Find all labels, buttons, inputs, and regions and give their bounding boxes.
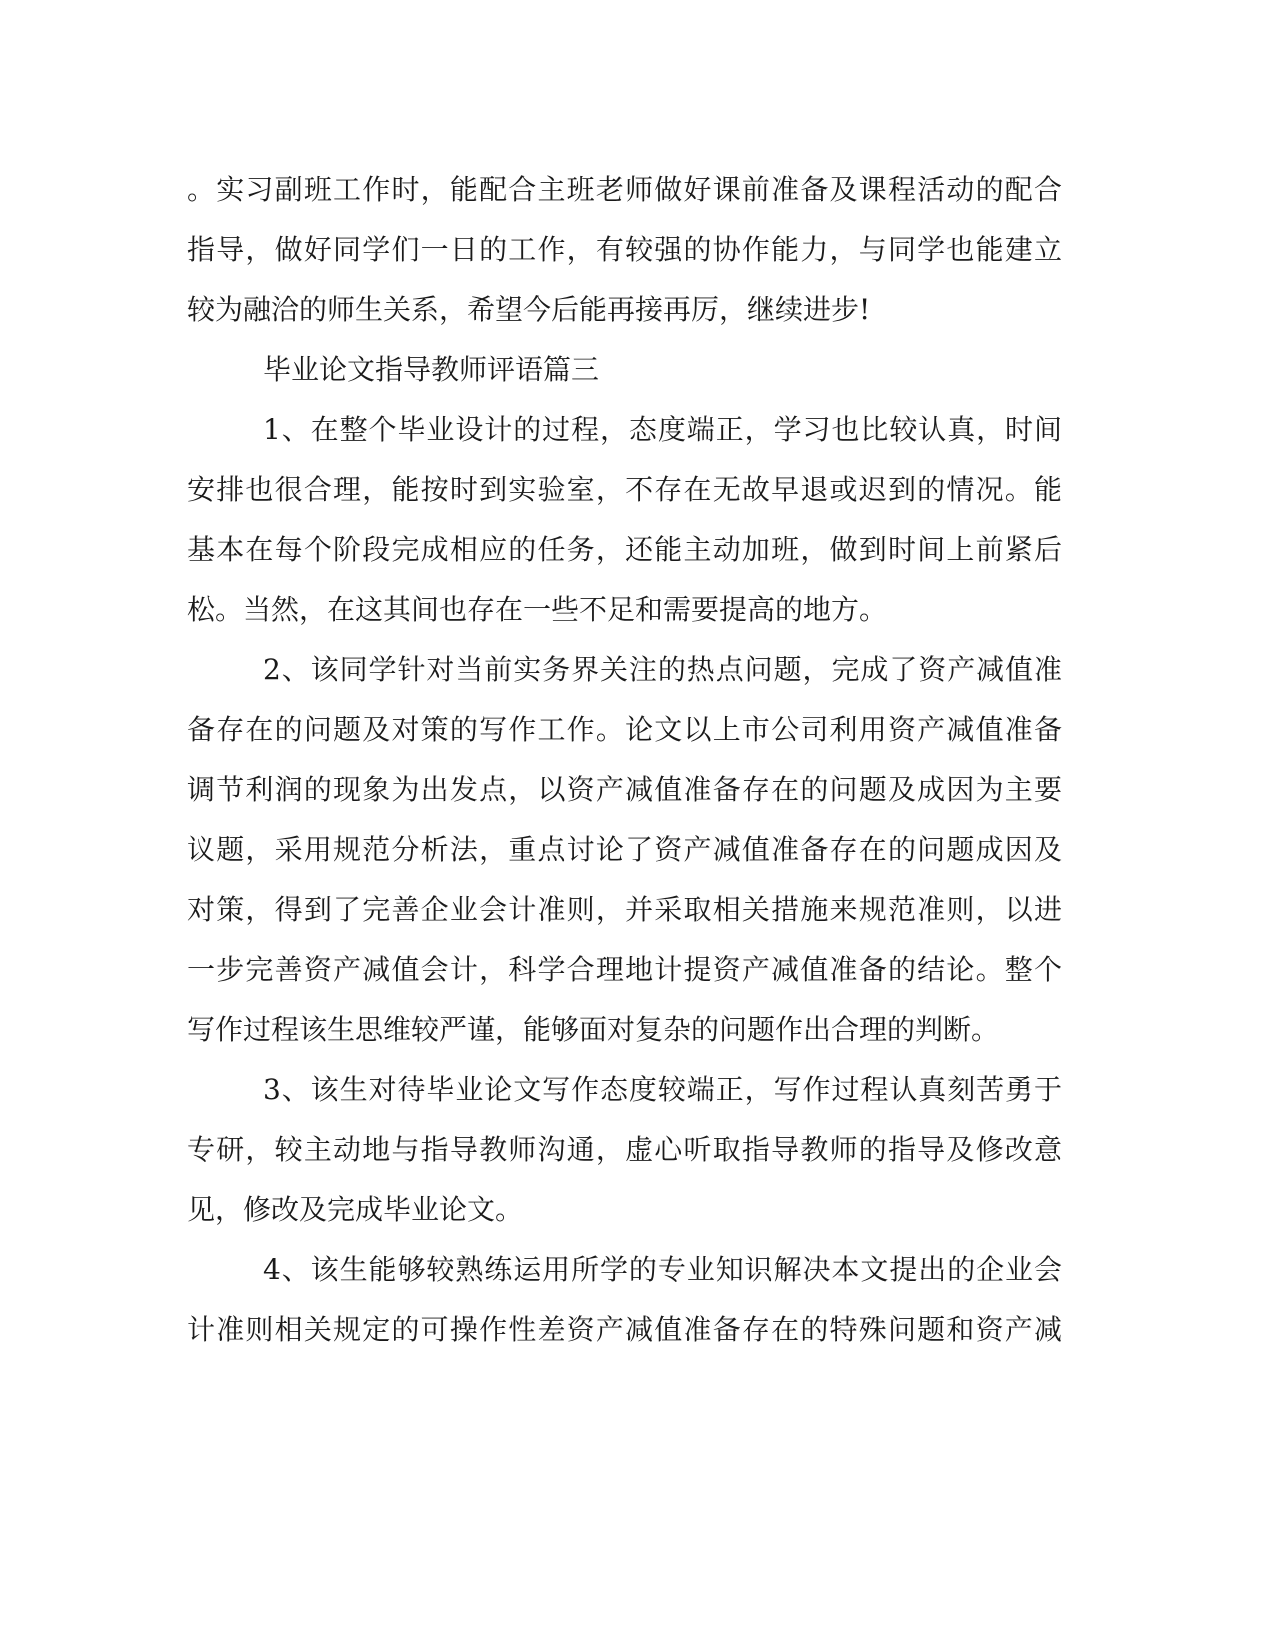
text-line: 调节利润的现象为出发点，以资产减值准备存在的问题及成因为主要 [187,773,1062,806]
comment-item-3 [187,1060,1062,1240]
comment-item-4 [187,1240,1062,1360]
text-line: 。实习副班工作时，能配合主班老师做好课前准备及课程活动的配合 [187,173,1062,206]
text-line: 见，修改及完成毕业论文。 [187,1193,524,1226]
text-line: 安排也很合理，能按时到实验室，不存在无故早退或迟到的情况。能 [187,473,1062,506]
text-line: 一步完善资产减值会计，科学合理地计提资产减值准备的结论。整个 [187,953,1062,986]
text-line: 计准则相关规定的可操作性差资产减值准备存在的特殊问题和资产减 [187,1313,1062,1346]
continued-paragraph [187,160,1062,340]
text-line: 指导，做好同学们一日的工作，有较强的协作能力，与同学也能建立 [187,233,1062,266]
text-line: 较为融洽的师生关系，希望今后能再接再厉，继续进步! [187,293,871,326]
text-line: 备存在的问题及对策的写作工作。论文以上市公司利用资产减值准备 [187,713,1062,746]
text-line: 写作过程该生思维较严谨，能够面对复杂的问题作出合理的判断。 [187,1013,1000,1046]
text-line: 3、该生对待毕业论文写作态度较端正，写作过程认真刻苦勇于 [263,1073,1062,1106]
text-line: 基本在每个阶段完成相应的任务，还能主动加班，做到时间上前紧后 [187,533,1062,566]
section-heading: 毕业论文指导教师评语篇三 [263,353,600,386]
comment-item-2 [187,640,1062,1060]
text-line: 2、该同学针对当前实务界关注的热点问题，完成了资产减值准 [263,653,1062,686]
comment-item-1 [187,400,1062,640]
text-line: 1、在整个毕业设计的过程，态度端正，学习也比较认真，时间 [263,413,1062,446]
text-line: 4、该生能够较熟练运用所学的专业知识解决本文提出的企业会 [263,1253,1062,1286]
document-body [187,160,1062,1360]
text-line: 对策，得到了完善企业会计准则，并采取相关措施来规范准则，以进 [187,893,1062,926]
text-line: 松。当然，在这其间也存在一些不足和需要提高的地方。 [187,593,888,626]
text-line: 专研，较主动地与指导教师沟通，虚心听取指导教师的指导及修改意 [187,1133,1062,1166]
text-line: 议题，采用规范分析法，重点讨论了资产减值准备存在的问题成因及 [187,833,1062,866]
